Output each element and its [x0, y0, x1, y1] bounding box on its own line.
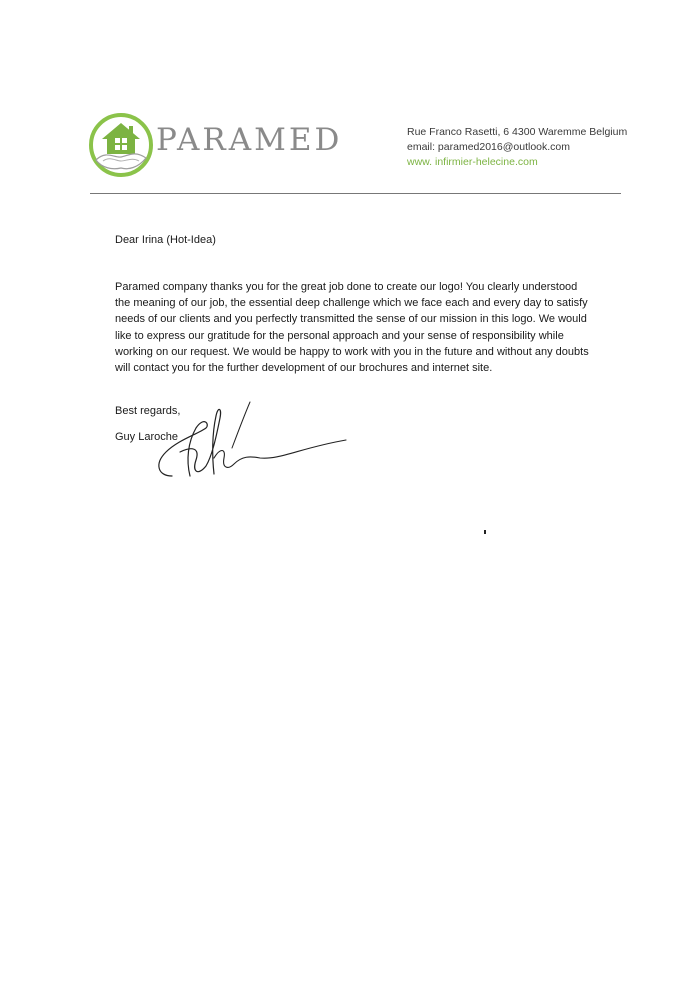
handwritten-signature	[150, 398, 360, 488]
company-website: www. infirmier-helecine.com	[407, 156, 538, 168]
house-hands-logo-icon	[88, 110, 154, 180]
header-divider	[90, 193, 621, 194]
contact-block	[407, 125, 627, 170]
letter-closing: Best regards,	[115, 405, 181, 417]
signer-name: Guy Laroche	[115, 431, 178, 443]
ink-speck	[484, 530, 486, 534]
letter-body: Paramed company thanks you for the great job done to create our logo! You clearly understood the meaning of our job, the essential deep challenge which we face each and every day to satisfy needs of our clients and you perfectly transmitted the sense of our mission in this logo. We would like to express our gratitude for the personal approach and your sense of responsibility while working on our request. We would be happy to work with you in the future and without any doubts will contact you for the further development of our brochures and internet site.	[115, 281, 589, 375]
company-email: email: paramed2016@outlook.com	[407, 141, 570, 153]
company-name: PARAMED	[156, 122, 343, 158]
company-logo	[88, 110, 343, 180]
company-address: Rue Franco Rasetti, 6 4300 Waremme Belgium	[407, 126, 628, 138]
letter-greeting: Dear Irina (Hot-Idea)	[115, 234, 216, 246]
